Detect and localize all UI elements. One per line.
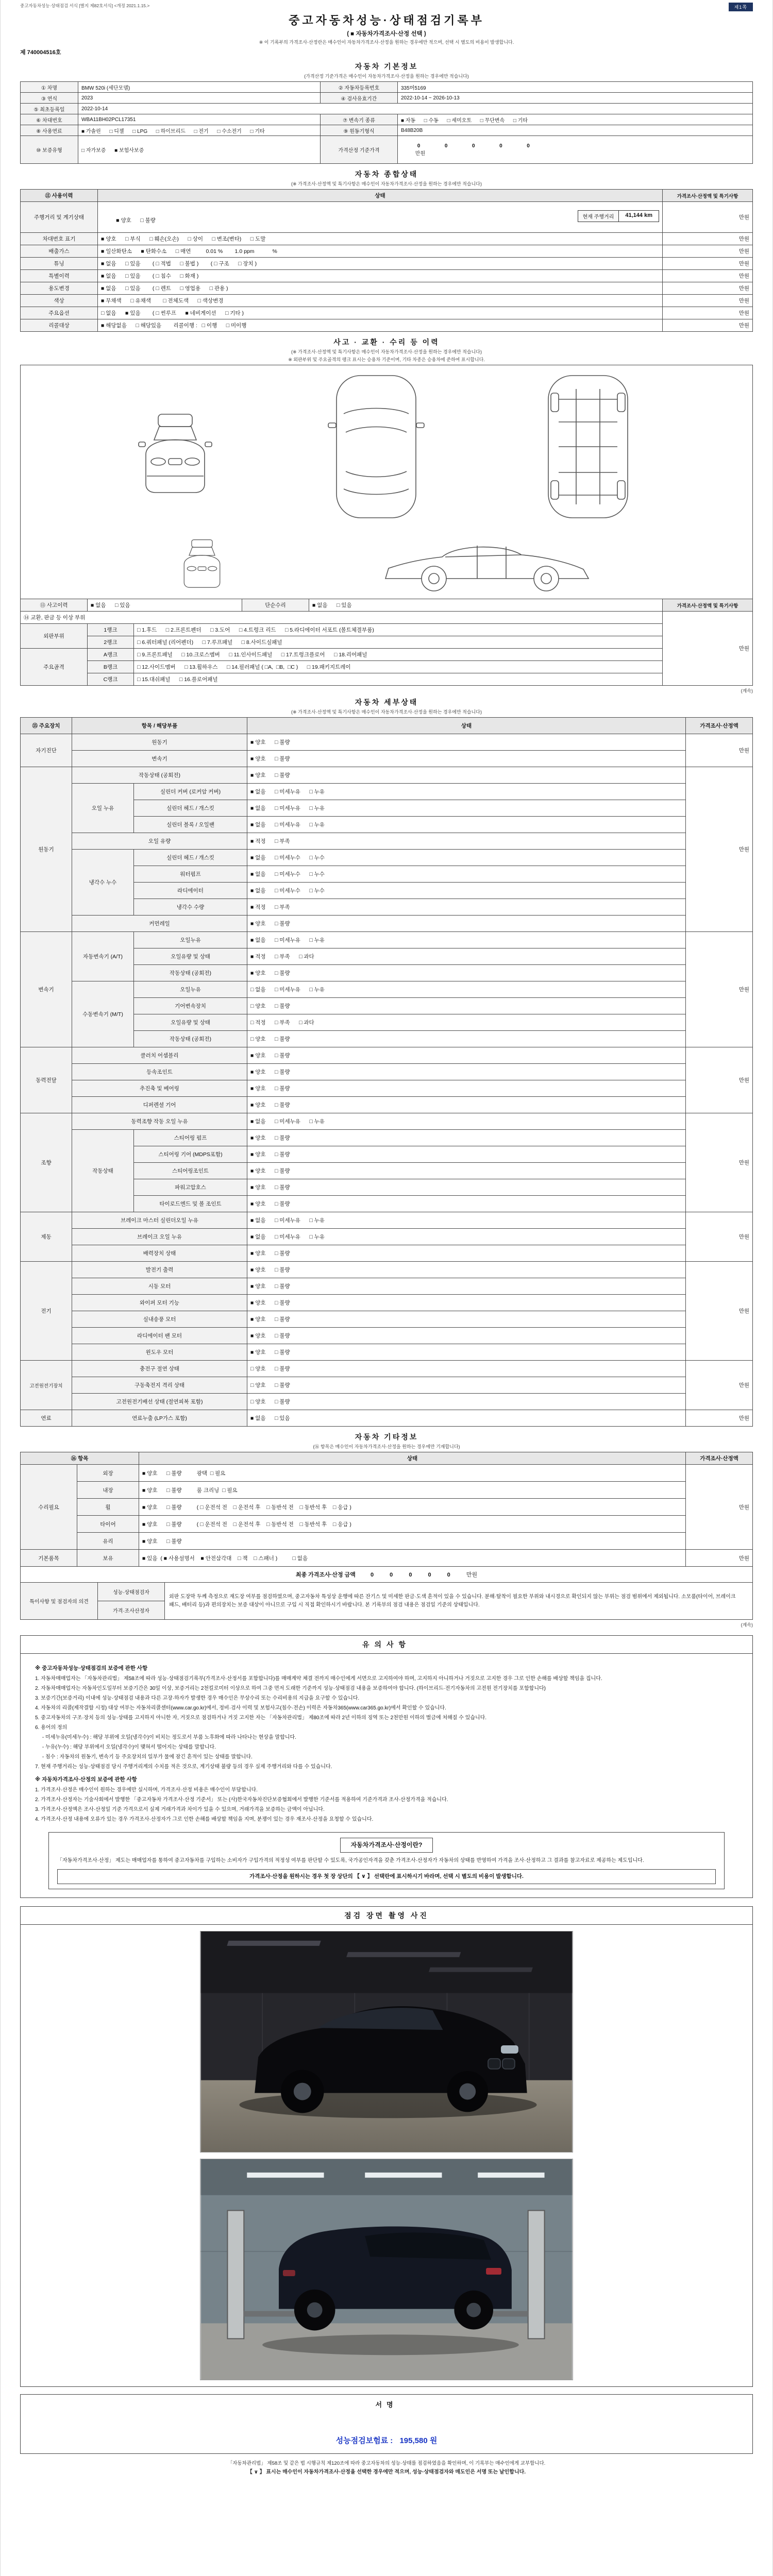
etc-col-price: 가격조사·산정액 (686, 1452, 753, 1465)
signature-title: 서명 (375, 2400, 398, 2409)
definition-highlight: 가격조사·산정을 원하시는 경우 첫 장 상단의 【 ∨ 】 선택란에 표시하시기 바라며, 선택 시 별도의 비용이 발생합니다. (57, 1869, 716, 1884)
odometer-state-cell (98, 202, 663, 233)
inspection-validity-value: 2022-10-14 ~ 2026-10-13 (398, 93, 753, 104)
item-brake-oil-leak: 브레이크 오일 누유 (72, 1229, 247, 1245)
item-engine-idle: 작동상태 (공회전) (72, 767, 247, 784)
state-mt-oil-level: □ 적정 □ 부족 □ 과다 (247, 1014, 686, 1031)
section-overall-condition (20, 169, 753, 332)
section-other-info (20, 1432, 753, 1620)
notice-item: 2. 자동차매매업자는 자동차인도일부터 보증기간은 30일 이상, 보증거리는 2천킬로미터 이상으로 하여 그중 먼저 도래한 기준까지 성능·상태점검 내용을 보증하여야 합니다. (하이브리드·전기자동차의 고전원 전기장치를 포함합니다) (35, 1685, 546, 1691)
etc-col-item: ⑯ 항목 (21, 1452, 139, 1465)
state-mt-oil-leak: □ 없음 □ 미세누유 □ 누유 (247, 981, 686, 998)
state-charge-port: □ 양호 □ 불량 (247, 1361, 686, 1377)
diagram-row-top (28, 369, 745, 524)
vin-label: ⑥ 차대번호 (21, 114, 78, 125)
state-oil-level: ■ 적정 □ 부족 (247, 833, 686, 850)
engine-type-label: ⑨ 원동기형식 (321, 125, 398, 136)
notice-item: - 침수 : 자동차의 원동기, 변속기 등 주요장치의 일부가 물에 잠긴 흔적이 있는 상태를 말합니다. (35, 1754, 253, 1760)
overall-col-price: 가격조사·산정액 및 특기사항 (663, 190, 753, 202)
first-registration-label: ⑤ 최초등록일 (21, 104, 78, 114)
item-hv-wiring: 고전원전기배선 상태 (절연피복 포함) (72, 1394, 247, 1410)
notice-item: 1. 자동차매매업자는 「자동차관리법」 제58조에 따라 성능·상태점검기록부(가격조사·산정서를 포함합니다)를 매매계약 체결 전까지 매수인에게 서면으로 고지하여야 하며, 고지하지 아니하거나 거짓으로 고지한 경우 그로 인한 손해를 배상할 책임을 집니다. (35, 1675, 602, 1682)
item-oil-level: 오일 유량 (72, 833, 247, 850)
state-steering-gear: ■ 양호 □ 불량 (247, 1146, 686, 1163)
price-engine: 만원 (686, 767, 753, 932)
rankA-items: □ 9.프론트패널 □ 10.크로스멤버 □ 11.인사이드패널 □ 17.트렁크플로어 □ 18.리어패널 (134, 649, 663, 661)
state-engine-idle: ■ 양호 □ 불량 (247, 767, 686, 784)
item-mt-gearshift: 기어변속장치 (134, 998, 247, 1014)
title-note: ※ 이 기록부의 가격조사·산정란은 매수인이 자동차가격조사·산정을 원하는 경우에만 적으며, 선택 시 별도의 비용이 발생합니다. (259, 40, 514, 45)
interior-state: ■ 양호 □ 불량 룸 크리닝 □ 필요 (139, 1482, 686, 1499)
item-differential: 디퍼렌셜 기어 (72, 1097, 247, 1113)
possession-state: ■ 있음 ( ■ 사용설명서 ■ 안전삼각대 □ 잭 □ 스패너 ) □ 없음 (139, 1550, 686, 1567)
price-fuel: 만원 (686, 1410, 753, 1427)
accident-title: 사고 · 교환 · 수리 등 이력 (333, 338, 440, 346)
state-cv-joint: ■ 양호 □ 불량 (247, 1064, 686, 1080)
rankA-label: A랭크 (88, 649, 134, 661)
state-mt-gearshift: □ 양호 □ 불량 (247, 998, 686, 1014)
interior-label: 내장 (77, 1482, 139, 1499)
state-engine-diag: ■ 양호 □ 불량 (247, 734, 686, 751)
accident-history-checkboxes: ■ 없음 □ 있음 (88, 599, 242, 612)
item-window-motor: 윈도우 모터 (72, 1344, 247, 1361)
state-starter-motor: ■ 양호 □ 불량 (247, 1278, 686, 1295)
notice-item: 7. 현재 주행거리는 성능·상태점검 당시 주행거리계의 수치를 적은 것으로, 계기상태 불량 등의 경우 실제 주행거리와 다를 수 있습니다. (35, 1764, 332, 1770)
notices-title: 유의사항 (21, 1636, 752, 1654)
state-head-gasket: ■ 없음 □ 미세누유 □ 누유 (247, 800, 686, 817)
accident-history-table (20, 599, 753, 612)
insurance-fee-value: 195,580 원 (399, 2436, 438, 2445)
color-label: 색상 (21, 295, 98, 307)
panel-rank-table (20, 611, 753, 686)
state-water-pump: ■ 없음 □ 미세누수 □ 누수 (247, 866, 686, 883)
item-at-group: 자동변속기 (A/T) (72, 932, 134, 981)
item-water-pump: 워터펌프 (134, 866, 247, 883)
document-title: 중고자동차성능·상태점검기록부 (289, 14, 484, 27)
outer-panel-group: 외판부위 (21, 624, 88, 649)
rankC-label: C랭크 (88, 673, 134, 686)
state-high-pressure-hose: ■ 양호 □ 불량 (247, 1179, 686, 1196)
price-powertrain: 만원 (686, 1047, 753, 1113)
document-number: 제 740004516호 (20, 49, 61, 56)
base-price-label: 가격산정 기준가격 (321, 136, 398, 164)
base-price-value (398, 136, 753, 164)
state-alternator: ■ 양호 □ 불량 (247, 1262, 686, 1278)
state-block-oilpan: ■ 없음 □ 미세누유 □ 누유 (247, 817, 686, 833)
etc-col-state: 상태 (139, 1452, 686, 1465)
item-at-idle: 작동상태 (공회전) (134, 965, 247, 981)
state-battery-isolation: □ 양호 □ 불량 (247, 1377, 686, 1394)
inspector-opinion-text: 외판 도장막 두께 측정으로 재도장 여부를 점검하였으며, 중고자동차 특성상 운행에 따른 잔기스 및 미세한 판금·도색 흔적이 있을 수 있습니다. 분해·탈착이 필요한 부위와 내시경으로 확인되지 않는 부위는 점검 범위에서 제외됩니다. 소모품(타이어, 브레이크 패드, 배터리 등)과 편의장치는 보증 대상이 아니므로 구입 시 직접 확인하시기 바랍니다. 본 기록부의 점검 내용은 점검일 기준의 상태입니다. (165, 1583, 753, 1620)
item-mt-oil-level: 오일유량 및 상태 (134, 1014, 247, 1031)
notice-pricing-subtitle: ※ 자동차가격조사·산정의 보증에 관한 사항 (35, 1776, 137, 1783)
vin-mark-label: 차대번호 표기 (21, 233, 98, 245)
accident-price-header: 가격조사·산정액 및 특기사항 (663, 599, 753, 612)
odometer-label: 주행거리 및 계기상태 (21, 202, 98, 233)
inspection-photo-lift (200, 2159, 573, 2380)
glass-label: 유리 (77, 1533, 139, 1550)
state-blower-motor: ■ 양호 □ 불량 (247, 1311, 686, 1328)
price-transmission: 만원 (686, 932, 753, 1047)
page-badge: 제1쪽 (729, 3, 753, 11)
final-price-cell (21, 1567, 753, 1583)
recall-checkboxes: ■ 해당없음 □ 해당있음 리콜이행 : □ 이행 □ 미이행 (98, 319, 663, 332)
section-notices (20, 1635, 753, 1898)
other-info-table (20, 1452, 753, 1567)
accident-history-label: ⑬ 사고이력 (21, 599, 88, 612)
odometer-checkboxes: ■ 양호 □ 불량 (116, 217, 156, 224)
tuning-label: 튜닝 (21, 258, 98, 270)
options-label: 주요옵션 (21, 307, 98, 319)
basic-info-table (20, 81, 753, 164)
glass-state: ■ 양호 □ 불량 (139, 1533, 686, 1550)
current-mileage-value: 41,144 km (625, 212, 652, 218)
exterior-label: 외장 (77, 1465, 139, 1482)
state-at-oil-leak: ■ 없음 □ 미세누유 □ 누유 (247, 932, 686, 948)
recall-price: 만원 (663, 319, 753, 332)
section-detailed-condition (20, 697, 753, 1427)
item-oil-leak-group: 오일 누유 (72, 784, 134, 833)
warranty-type-checkboxes: □ 자가보증 ■ 보험사보증 (78, 136, 321, 164)
item-steering-pump: 스티어링 펌프 (134, 1130, 247, 1146)
item-mt-idle: 작동상태 (공회전) (134, 1031, 247, 1047)
wheel-label: 휠 (77, 1499, 139, 1516)
item-power-steering-oil: 동력조향 작동 오일 누유 (72, 1113, 247, 1130)
notice-item: 1. 가격조사·산정은 매수인이 원하는 경우에만 실시하며, 가격조사·산정 비용은 매수인이 부담합니다. (35, 1787, 258, 1793)
emission-price: 만원 (663, 245, 753, 258)
basic-info-note: (가격산정 기준가격은 매수인이 자동차가격조사·산정을 원하는 경우에만 적습니다) (304, 74, 469, 79)
final-price-unit: 만원 (466, 1572, 478, 1578)
main-frame-group: 주요골격 (21, 649, 88, 686)
fuel-label: ⑧ 사용연료 (21, 125, 78, 136)
state-coolant-head: ■ 없음 □ 미세누수 □ 누수 (247, 850, 686, 866)
car-front-diagram (131, 393, 219, 501)
wheel-state: ■ 양호 □ 불량 ( □ 운전석 전 □ 운전석 후 □ 동반석 전 □ 동반석 후 □ 응급 ) (139, 1499, 686, 1516)
final-price-label: 최종 가격조사·산정 금액 (295, 1572, 356, 1578)
item-common-rail: 커먼레일 (72, 916, 247, 932)
price-steering: 만원 (686, 1113, 753, 1212)
price-brake: 만원 (686, 1212, 753, 1262)
car-underbody-diagram (534, 369, 642, 524)
basic-items-price: 만원 (686, 1550, 753, 1567)
options-price: 만원 (663, 307, 753, 319)
simple-repair-checkboxes: ■ 없음 □ 있음 (309, 599, 663, 612)
item-steering-gear: 스티어링 기어 (MDPS포함) (134, 1146, 247, 1163)
notice-item: - 누유(누수) : 해당 부위에서 오일(냉각수)이 맺혀서 떨어지는 상태를 말합니다. (35, 1744, 216, 1750)
device-steering: 조향 (21, 1113, 72, 1212)
state-hv-wiring: □ 양호 □ 불량 (247, 1394, 686, 1410)
tuning-price: 만원 (663, 258, 753, 270)
recall-label: 리콜대상 (21, 319, 98, 332)
car-top-view-diagram (322, 369, 430, 524)
car-damage-diagrams (20, 365, 753, 599)
emission-checkboxes: ■ 일산화탄소 ■ 탄화수소 □ 매연 0.01 % 1.0 ppm % (98, 245, 663, 258)
inspector-role-2: 가격·조사산정자 (98, 1601, 165, 1620)
inspection-validity-label: ④ 검사유효기간 (321, 93, 398, 104)
footer-legal-line: 「자동차관리법」 제58조 및 같은 법 시행규칙 제120조에 따라 중고자동차의 성능·상태를 점검하였음을 확인하며, 이 기록부는 매수인에게 교부합니다. (227, 2460, 546, 2466)
continued-marker-1: (계속) (741, 688, 753, 693)
simple-repair-label: 단순수리 (242, 599, 309, 612)
detail-col-device: ⑮ 주요장치 (21, 718, 72, 734)
notice-item: 5. 중고자동차의 구조·장치 등의 성능·상태를 고지하지 아니한 자, 거짓으로 점검하거나 거짓 고지한 자는 「자동차관리법」 제80조에 따라 2년 이하의 징역 또는 2천만원 이하의 벌금에 처해질 수 있습니다. (35, 1715, 487, 1721)
detail-title: 자동차 세부상태 (355, 698, 418, 706)
item-coolant-head: 실린더 헤드 / 개스킷 (134, 850, 247, 866)
possession-label: 보유 (77, 1550, 139, 1567)
detail-col-price: 가격조사·산정액 (686, 718, 753, 734)
current-mileage-box (578, 210, 659, 222)
detailed-condition-table (20, 717, 753, 1427)
item-block-oilpan: 실린더 블록 / 오일팬 (134, 817, 247, 833)
device-transmission: 변속기 (21, 932, 72, 1047)
item-alternator: 발전기 출력 (72, 1262, 247, 1278)
transmission-label: ⑦ 변속기 종류 (321, 114, 398, 125)
definition-text: 「자동차가격조사·산정」 제도는 매매업자를 통하여 중고자동차를 구입하는 소비자가 구입가격의 적정성 여부를 판단할 수 있도록, 국가공인자격을 갖춘 가격조사·산정자가 자동차의 상태를 반영하여 가격을 조사·산정하고 그 결과를 참고자료로 제공하는 제도입니다. (57, 1857, 644, 1863)
odometer-price: 만원 (663, 202, 753, 233)
accident-note2: ※ 외판부위 및 주요골격의 랭크 표시는 승용차 기준이며, 기타 차종은 승용차에 준하여 표시합니다. (288, 357, 485, 362)
state-propshaft: ■ 양호 □ 불량 (247, 1080, 686, 1097)
device-fuel: 연료 (21, 1410, 72, 1427)
rank1-label: 1랭크 (88, 624, 134, 636)
state-clutch: ■ 양호 □ 불량 (247, 1047, 686, 1064)
insurance-fee-label: 성능점검보험료 : (335, 2436, 393, 2445)
state-brake-oil-leak: ■ 없음 □ 미세누유 □ 누유 (247, 1229, 686, 1245)
overall-col-history: ⑪ 사용이력 (21, 190, 98, 202)
item-battery-isolation: 구동축전지 격리 상태 (72, 1377, 247, 1394)
state-common-rail: ■ 양호 □ 불량 (247, 916, 686, 932)
item-head-gasket: 실린더 헤드 / 개스킷 (134, 800, 247, 817)
rankC-items: □ 15.대쉬패널 □ 16.플로어패널 (134, 673, 663, 686)
state-coolant-level: ■ 적정 □ 부족 (247, 899, 686, 916)
device-engine: 원동기 (21, 767, 72, 932)
car-name-value: BMW 520i (세단모델) (78, 82, 321, 93)
engine-type-value: B48B20B (398, 125, 753, 136)
photos-title: 점검 장면 촬영 사진 (21, 1907, 752, 1925)
price-assessment-option: ( ■ 자동차가격조사·산정 선택 ) (347, 31, 426, 37)
repair-needed-group: 수리필요 (21, 1465, 77, 1550)
state-differential: ■ 양호 □ 불량 (247, 1097, 686, 1113)
detail-col-item: 항목 / 해당부품 (72, 718, 247, 734)
item-engine-diag: 원동기 (72, 734, 247, 751)
model-year-value: 2023 (78, 93, 321, 104)
overall-note: (※ 가격조사·산정액 및 특기사항은 매수인이 자동차가격조사·산정을 원하는 경우에만 적습니다) (291, 181, 482, 187)
panel-section-title: ⑭ 교환, 판금 등 이상 부위 (21, 612, 663, 624)
device-brake: 제동 (21, 1212, 72, 1262)
detail-col-state: 상태 (247, 718, 686, 734)
transmission-checkboxes: ■ 자동 □ 수동 □ 세미오토 □ 무단변속 □ 기타 (398, 114, 753, 125)
item-radiator: 라디에이터 (134, 883, 247, 899)
item-transmission-diag: 변속기 (72, 751, 247, 767)
notice-item: 4. 자동차의 리콜(제작결함 시정) 대상 여부는 자동차리콜센터(www.car.go.kr)에서, 정비·검사 이력 및 보험사고(침수·전손) 이력은 자동차365(www.car365.go.kr)에서 확인할 수 있습니다. (35, 1705, 446, 1711)
section-accident-history (20, 337, 753, 686)
footer (20, 2459, 753, 2477)
etc-note: (⑯ 항목은 매수인이 자동차가격조사·산정을 원하는 경우에만 기재합니다) (313, 1444, 460, 1449)
footer-check-note: 【 ∨ 】 표시는 매수인이 자동차가격조사·산정을 선택한 경우에만 적으며, 성능·상태점검자와 매도인은 서명 또는 날인합니다. (247, 2469, 526, 2475)
item-master-cylinder: 브레이크 마스터 실린더오일 누유 (72, 1212, 247, 1229)
item-clutch: 클러치 어셈블리 (72, 1047, 247, 1064)
item-blower-motor: 실내송풍 모터 (72, 1311, 247, 1328)
model-year-label: ③ 연식 (21, 93, 78, 104)
state-at-idle: ■ 양호 □ 불량 (247, 965, 686, 981)
overall-title: 자동차 종합상태 (355, 170, 418, 178)
fuel-checkboxes: ■ 가솔린 □ 디젤 □ LPG □ 하이브리드 □ 전기 □ 수소전기 □ 기타 (78, 125, 321, 136)
item-mt-oil-leak: 오일누유 (134, 981, 247, 998)
state-wiper-motor: ■ 양호 □ 불량 (247, 1295, 686, 1311)
car-side-view-diagram (376, 525, 598, 594)
item-cv-joint: 등속조인트 (72, 1064, 247, 1080)
basic-items-group: 기본품목 (21, 1550, 77, 1567)
notice-item: - 미세누유(미세누수) : 해당 부위에 오일(냉각수)이 비치는 정도로서 부품 노후화에 따라 나타나는 현상을 말합니다. (35, 1734, 296, 1740)
state-mt-idle: □ 양호 □ 불량 (247, 1031, 686, 1047)
repair-price: 만원 (686, 1465, 753, 1550)
usage-change-price: 만원 (663, 282, 753, 295)
rank2-items: □ 6.쿼터패널 (리어펜더) □ 7.루프패널 □ 8.사이드실패널 (134, 636, 663, 649)
state-radiator-fan: ■ 양호 □ 불량 (247, 1328, 686, 1344)
tire-state: ■ 양호 □ 불량 ( □ 운전석 전 □ 운전석 후 □ 동반석 전 □ 동반석 후 □ 응급 ) (139, 1516, 686, 1533)
final-price-table (20, 1566, 753, 1583)
item-fuel-leak: 연료누출 (LP가스 포함) (72, 1410, 247, 1427)
item-steering-joint: 스티어링조인트 (134, 1163, 247, 1179)
overall-condition-table (20, 189, 753, 332)
state-rocker-cover: ■ 없음 □ 미세누유 □ 누유 (247, 784, 686, 800)
state-tie-rod: ■ 양호 □ 불량 (247, 1196, 686, 1212)
vin-mark-price: 만원 (663, 233, 753, 245)
tire-label: 타이어 (77, 1516, 139, 1533)
item-at-oil-leak: 오일누유 (134, 932, 247, 948)
price-assessment-definition-box (48, 1832, 725, 1889)
overall-col-state: 상태 (98, 190, 663, 202)
item-charge-port: 충전구 절연 상태 (72, 1361, 247, 1377)
vin-value: WBA11BH02PCL17351 (78, 114, 321, 125)
insurance-fee (21, 2435, 752, 2446)
item-steering-operation-group: 작동상태 (72, 1130, 134, 1212)
state-transmission-diag: ■ 양호 □ 불량 (247, 751, 686, 767)
item-coolant-leak-group: 냉각수 누수 (72, 850, 134, 916)
section-inspection-photos (20, 1906, 753, 2387)
car-name-label: ① 차명 (21, 82, 78, 93)
options-checkboxes: □ 없음 ■ 있음 ( □ 썬루프 ■ 네비게이션 □ 기타 ) (98, 307, 663, 319)
item-at-oil-level: 오일유량 및 상태 (134, 948, 247, 965)
base-price-unit: 만원 (415, 150, 426, 157)
title-block (1, 12, 772, 45)
rankB-label: B랭크 (88, 661, 134, 673)
opinion-label: 특이사항 및 점검자의 의견 (21, 1583, 98, 1620)
inspector-opinion-table (20, 1582, 753, 1620)
color-price: 만원 (663, 295, 753, 307)
device-electrical: 전기 (21, 1262, 72, 1361)
notice-item: 3. 가격조사·산정액은 조사·산정일 기준 가격으로서 실제 거래가격과 차이가 있을 수 있으며, 거래가격을 보증하는 금액이 아닙니다. (35, 1806, 325, 1812)
special-history-checkboxes: ■ 없음 □ 있음 ( □ 침수 □ 화재 ) (98, 270, 663, 282)
state-brake-booster: ■ 양호 □ 불량 (247, 1245, 686, 1262)
usage-change-label: 용도변경 (21, 282, 98, 295)
accident-note1: (※ 가격조사·산정액 및 특기사항은 매수인이 자동차가격조사·산정을 원하는 경우에만 적습니다) (291, 349, 482, 354)
notice-item: 3. 보증기간(보증거리) 이내에 성능·상태점검 내용과 다른 고장·하자가 발생한 경우 매수인은 무상수리 또는 수리비용의 지급을 요구할 수 있습니다. (35, 1695, 360, 1701)
device-powertrain: 동력전달 (21, 1047, 72, 1113)
form-reference-note: 중고자동차성능·상태점검 서식 [별지 제82호서식] <개정 2021.1.15.> (20, 3, 150, 8)
special-history-price: 만원 (663, 270, 753, 282)
item-wiper-motor: 와이퍼 모터 기능 (72, 1295, 247, 1311)
emission-label: 배출가스 (21, 245, 98, 258)
color-checkboxes: ■ 무채색 □ 유채색 □ 전체도색 □ 색상변경 (98, 295, 663, 307)
notice-item: 2. 가격조사·산정자는 기술사회에서 발행한 「중고자동차 가격조사·산정 기준서」 또는 (사)한국자동차진단보증협회에서 발행한 기준서를 적용하여 기준가격과 조사·산정가격을 적습니다. (35, 1797, 448, 1803)
item-tie-rod: 타이로드엔드 및 볼 조인트 (134, 1196, 247, 1212)
item-mt-group: 수동변속기 (M/T) (72, 981, 134, 1047)
item-high-pressure-hose: 파워고압호스 (134, 1179, 247, 1196)
inspection-photo-front (200, 1931, 573, 2153)
current-mileage-label: 현재 주행거리 (578, 211, 619, 222)
state-steering-pump: ■ 양호 □ 불량 (247, 1130, 686, 1146)
tuning-checkboxes: ■ 없음 □ 있음 ( □ 적법 □ 불법 ) ( □ 구조 □ 장치 ) (98, 258, 663, 270)
etc-title: 자동차 기타정보 (355, 1433, 418, 1441)
section-basic-info (20, 61, 753, 164)
state-master-cylinder: ■ 없음 □ 미세누유 □ 누유 (247, 1212, 686, 1229)
device-self-diagnosis: 자기진단 (21, 734, 72, 767)
basic-info-title: 자동차 기본정보 (355, 62, 418, 71)
state-window-motor: ■ 양호 □ 불량 (247, 1344, 686, 1361)
section-signature (20, 2394, 753, 2454)
state-fuel-leak: ■ 없음 □ 있음 (247, 1410, 686, 1427)
definition-title: 자동차가격조사·산정이란? (340, 1838, 433, 1853)
rank1-items: □ 1.후드 □ 2.프론트펜더 □ 3.도어 □ 4.트렁크 리드 □ 5.라디에이터 서포트 (볼트체결부품) (134, 624, 663, 636)
warranty-type-label: ⑩ 보증유형 (21, 136, 78, 164)
item-brake-booster: 배력장치 상태 (72, 1245, 247, 1262)
vin-mark-checkboxes: ■ 양호 □ 부식 □ 훼손(오손) □ 상이 □ 변조(변타) □ 도말 (98, 233, 663, 245)
car-front-small-diagram (175, 527, 229, 592)
item-coolant-level: 냉각수 수량 (134, 899, 247, 916)
usage-change-checkboxes: ■ 없음 □ 있음 ( □ 렌트 □ 영업용 □ 관용 ) (98, 282, 663, 295)
base-price-digits: 0 0 0 0 0 (417, 143, 537, 149)
continued-marker-2: (계속) (741, 1622, 753, 1628)
price-high-voltage: 만원 (686, 1361, 753, 1410)
notice-item: 4. 가격조사·산정 내용에 오류가 있는 경우 가격조사·산정자가 그로 인한 손해를 배상할 책임을 지며, 분쟁이 있는 경우 재조사·산정을 요청할 수 있습니다. (35, 1816, 374, 1822)
inspector-role-1: 성능·상태점검자 (98, 1583, 165, 1601)
notices-body (21, 1654, 752, 1897)
notice-item: 6. 용어의 정의 (35, 1724, 68, 1731)
notice-warranty-subtitle: ※ 중고자동차성능·상태점검의 보증에 관한 사항 (35, 1665, 148, 1671)
rankB-items: □ 12.사이드멤버 □ 13.휠하우스 □ 14.필러패널 ( □A, □B, □C ) □ 19.패키지트레이 (134, 661, 663, 673)
state-radiator: ■ 없음 □ 미세누수 □ 누수 (247, 883, 686, 899)
diagram-row-bottom (28, 525, 745, 597)
panel-price: 만원 (663, 612, 753, 686)
first-registration-value: 2022-10-14 (78, 104, 753, 114)
price-self-diagnosis: 만원 (686, 734, 753, 767)
reg-number-label: ② 자동차등록번호 (321, 82, 398, 93)
price-electrical: 만원 (686, 1262, 753, 1361)
state-power-steering-oil: ■ 없음 □ 미세누유 □ 누유 (247, 1113, 686, 1130)
item-radiator-fan: 라디에이터 팬 모터 (72, 1328, 247, 1344)
rank2-label: 2랭크 (88, 636, 134, 649)
item-propshaft: 추진축 및 베어링 (72, 1080, 247, 1097)
device-high-voltage: 고전원전기장치 (21, 1361, 72, 1410)
item-rocker-cover: 실린더 커버 (로커암 커버) (134, 784, 247, 800)
detail-note: (※ 가격조사·산정액 및 특기사항은 매수인이 자동차가격조사·산정을 원하는 경우에만 적습니다) (291, 709, 482, 715)
exterior-state: ■ 양호 □ 불량 광택 □ 필요 (139, 1465, 686, 1482)
item-starter-motor: 시동 모터 (72, 1278, 247, 1295)
final-price-digits: 0 0 0 0 0 (370, 1572, 458, 1578)
top-strip (1, 0, 772, 11)
reg-number-value: 335머5169 (398, 82, 753, 93)
state-at-oil-level: ■ 적정 □ 부족 □ 과다 (247, 948, 686, 965)
state-steering-joint: ■ 양호 □ 불량 (247, 1163, 686, 1179)
special-history-label: 특별이력 (21, 270, 98, 282)
